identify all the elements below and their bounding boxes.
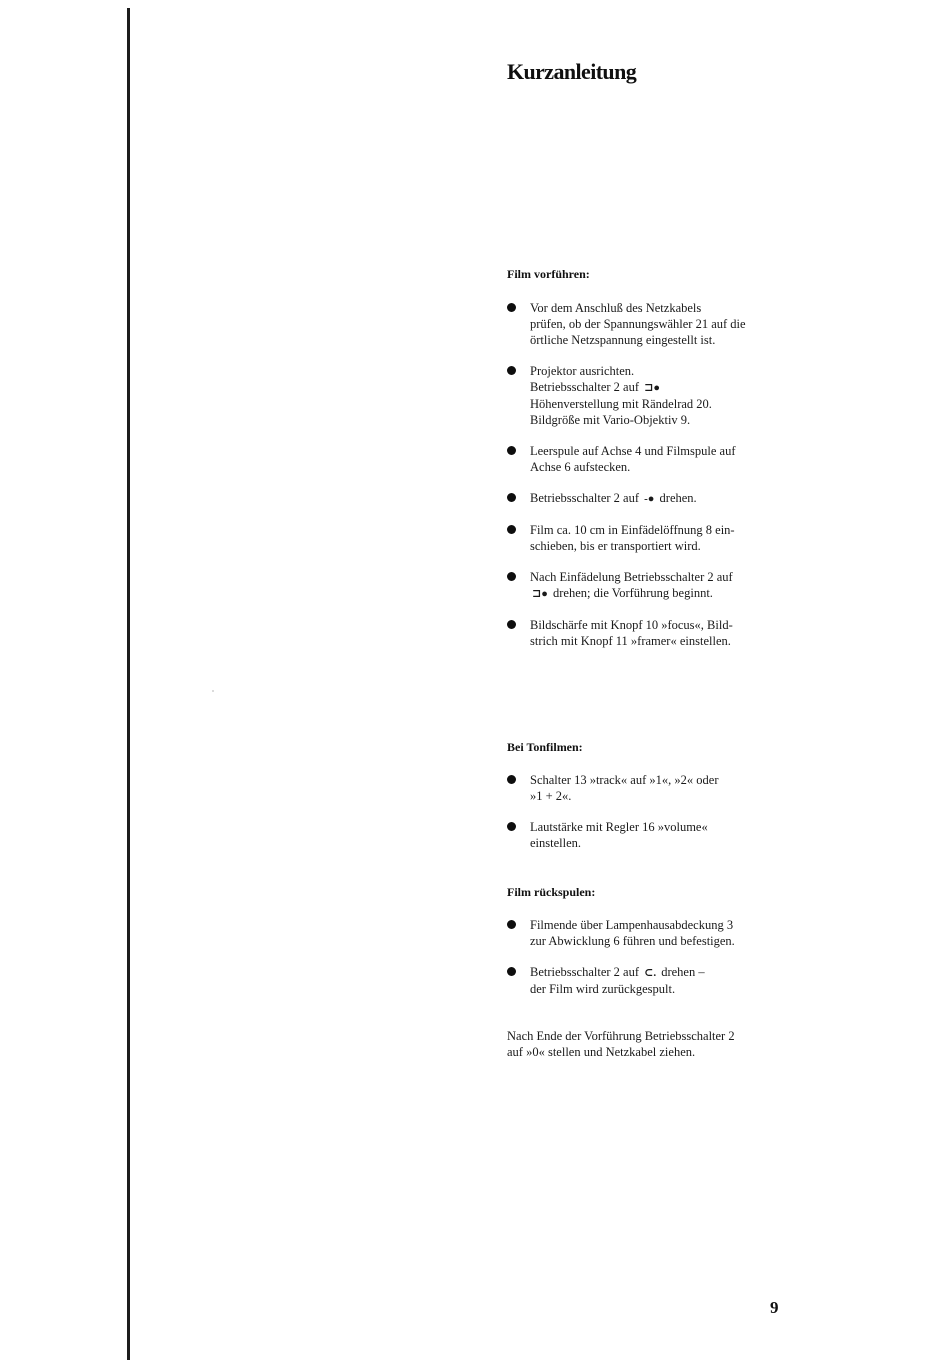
closing-note [507, 1028, 735, 1060]
bullet-icon [507, 366, 516, 375]
text-line: Höhenverstellung mit Rändelrad 20. [530, 397, 712, 411]
list-item [507, 964, 807, 997]
bullet-icon [507, 446, 516, 455]
list-item [507, 917, 807, 949]
text-line: zur Abwicklung 6 führen und befestigen. [530, 934, 735, 948]
text-line: Filmende über Lampenhausabdeckung 3 [530, 918, 734, 932]
bullet-icon [507, 967, 516, 976]
projector-forward-symbol-icon: ⊐● [532, 588, 548, 600]
section-heading: Bei Tonfilmen: [507, 740, 583, 754]
list-item [507, 363, 807, 428]
instruction-list [507, 300, 807, 649]
paper-speck [212, 690, 214, 692]
text-line [530, 585, 807, 602]
text-line: prüfen, ob der Spannungswähler 21 auf die [530, 317, 746, 331]
bullet-icon [507, 303, 516, 312]
list-item [507, 819, 807, 851]
text-line: der Film wird zurückgespult. [530, 982, 676, 996]
instruction-list [507, 917, 807, 997]
text-line [530, 379, 807, 396]
bullet-icon [507, 822, 516, 831]
text-line: Film ca. 10 cm in Einfädelöffnung 8 ein- [530, 523, 735, 537]
list-item [507, 569, 807, 602]
section-heading: Film rückspulen: [507, 885, 596, 899]
section-film-rueckspulen [507, 884, 807, 997]
text-line: Nach Einfädelung Betriebsschalter 2 auf [530, 570, 733, 584]
text-line: Leerspule auf Achse 4 und Filmspule auf [530, 444, 736, 458]
text-segment: Betriebsschalter 2 auf [530, 491, 639, 505]
bullet-icon [507, 920, 516, 929]
page-binding-edge [127, 8, 130, 1360]
section-heading: Film vorführen: [507, 267, 590, 281]
list-item [507, 772, 807, 804]
text-line: Bildschärfe mit Knopf 10 »focus«, Bild- [530, 618, 733, 632]
section-film-vorfuehren [507, 266, 807, 649]
list-item [507, 522, 807, 554]
list-item [507, 490, 807, 507]
section-bei-tonfilmen [507, 739, 807, 851]
text-line: Projektor ausrichten. [530, 364, 635, 378]
text-line: örtliche Netzspannung eingestellt ist. [530, 333, 716, 347]
text-line [530, 964, 807, 981]
text-line: Achse 6 aufstecken. [530, 460, 631, 474]
text-line: Bildgröße mit Vario-Objektiv 9. [530, 413, 691, 427]
text-line: einstellen. [530, 836, 582, 850]
page-title: Kurzanleitung [507, 59, 637, 84]
text-segment: Betriebsschalter 2 auf [530, 965, 639, 979]
text-line: strich mit Knopf 11 »framer« einstellen. [530, 634, 731, 648]
text-segment: drehen. [659, 491, 697, 505]
instruction-list [507, 772, 807, 851]
bullet-icon [507, 493, 516, 502]
bullet-icon [507, 620, 516, 629]
text-line: »1 + 2«. [530, 789, 572, 803]
rewind-symbol-icon: ⊂. [644, 967, 657, 979]
list-item [507, 300, 807, 348]
list-item [507, 617, 807, 649]
list-item [507, 443, 807, 475]
page-number: 9 [770, 1298, 779, 1317]
text-line: Schalter 13 »track« auf »1«, »2« oder [530, 773, 719, 787]
text-line [530, 490, 807, 507]
text-segment: drehen; die Vorführung beginnt. [553, 586, 713, 600]
text-line: Vor dem Anschluß des Netzkabels [530, 301, 702, 315]
bullet-icon [507, 572, 516, 581]
text-line: Nach Ende der Vorführung Betriebsschalter 2 [507, 1029, 735, 1043]
text-line: schieben, bis er transportiert wird. [530, 539, 701, 553]
text-segment: drehen – [661, 965, 705, 979]
text-line: auf »0« stellen und Netzkabel ziehen. [507, 1045, 696, 1059]
projector-forward-symbol-icon: ⊐● [644, 382, 660, 394]
text-line: Lautstärke mit Regler 16 »volume« [530, 820, 708, 834]
bullet-icon [507, 775, 516, 784]
bullet-icon [507, 525, 516, 534]
text-segment: Betriebsschalter 2 auf [530, 380, 639, 394]
threading-symbol-icon: -● [644, 493, 655, 505]
